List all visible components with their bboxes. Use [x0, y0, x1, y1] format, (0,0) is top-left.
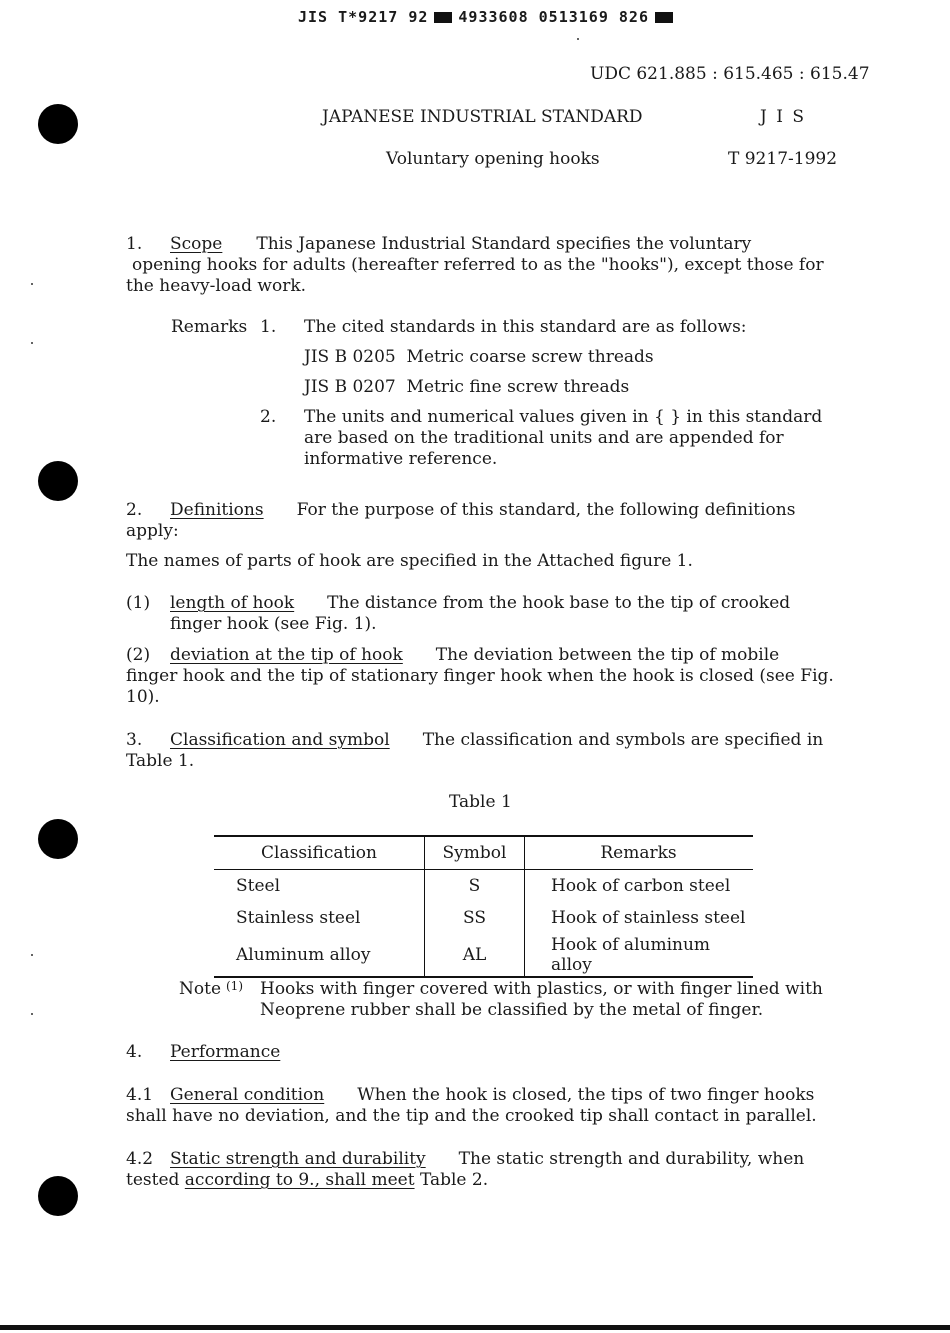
table-cell: SS	[425, 902, 525, 934]
definition-number: (1)	[126, 593, 151, 613]
subsection-number: 4.1	[126, 1085, 154, 1105]
table-cell: Stainless steel	[236, 908, 361, 928]
section-text: opening hooks for adults (hereafter referred to as the "hooks"), except those for	[132, 255, 824, 275]
cited-standard: JIS B 0205 Metric coarse screw threads	[304, 347, 654, 367]
section-number: 4.	[126, 1042, 143, 1062]
table-cell: Steel	[236, 876, 281, 896]
scan-header-code	[298, 8, 679, 26]
scan-speck	[31, 283, 33, 285]
table-header-cell: Remarks	[525, 836, 754, 870]
punch-hole-4	[38, 1176, 78, 1216]
section-3-classification	[126, 730, 842, 772]
section-4-performance	[126, 1042, 842, 1063]
standard-name: JAPANESE INDUSTRIAL STANDARD	[322, 107, 643, 127]
table-header-cell: Classification	[214, 836, 425, 870]
definition-text: finger hook and the tip of stationary finger hook when the hook is closed (see Fig.	[126, 666, 834, 686]
definition-term: deviation at the tip of hook	[170, 645, 403, 665]
punch-hole-1	[38, 104, 78, 144]
subsection-heading: Static strength and durability	[170, 1149, 426, 1169]
definition-text: The deviation between the tip of mobile	[435, 645, 780, 665]
section-text: For the purpose of this standard, the following definitions	[296, 500, 796, 520]
remarks-line: informative reference.	[304, 449, 498, 469]
section-2-definitions	[126, 500, 842, 542]
subsection-heading: General condition	[170, 1085, 325, 1105]
section-1-scope	[126, 234, 842, 297]
subsection-text: according to 9., shall meet	[184, 1170, 415, 1190]
section-text: This Japanese Industrial Standard specifies the voluntary	[256, 234, 752, 254]
section-text: apply:	[126, 521, 179, 541]
subsection-text: When the hook is closed, the tips of two finger hooks	[357, 1085, 815, 1105]
scan-speck	[577, 38, 579, 40]
table-row	[214, 934, 753, 977]
section-number: 1.	[126, 234, 143, 254]
subsection-text: Table 2.	[419, 1170, 489, 1190]
table-note-label: Note	[179, 979, 222, 999]
remarks-item-text	[304, 407, 822, 470]
remarks-item-number: 1.	[260, 317, 277, 337]
table-header-cell: Symbol	[425, 836, 525, 870]
section-heading: Classification and symbol	[170, 730, 390, 750]
table-cell: S	[425, 870, 525, 903]
scan-code-part-b: 4933608 0513169 826	[458, 8, 649, 26]
section-heading: Definitions	[170, 500, 264, 520]
section-4-1	[126, 1085, 842, 1127]
table-note-marker: (1)	[226, 979, 243, 993]
table-cell: Hook of aluminum alloy	[525, 934, 754, 977]
definition-1	[126, 593, 842, 635]
subsection-number: 4.2	[126, 1149, 154, 1169]
names-of-parts: The names of parts of hook are specified in the Attached figure 1.	[126, 551, 693, 571]
document-title: Voluntary opening hooks	[386, 149, 600, 169]
section-number: 3.	[126, 730, 143, 750]
definition-text: 10).	[126, 687, 160, 707]
remarks-item-text: The cited standards in this standard are as follows:	[304, 317, 747, 337]
scan-code-part-a: JIS T*9217 92	[298, 8, 429, 26]
definition-text: finger hook (see Fig. 1).	[170, 614, 377, 634]
table-caption: Table 1	[449, 792, 512, 812]
definition-number: (2)	[126, 645, 151, 665]
section-text: The classification and symbols are specified in	[422, 730, 824, 750]
jis-mark: J I S	[760, 107, 806, 127]
table-row	[214, 902, 753, 934]
section-heading: Scope	[170, 234, 223, 254]
scan-speck	[31, 342, 33, 344]
table-cell: AL	[425, 934, 525, 977]
note-line: Hooks with finger covered with plastics, or with finger lined with	[260, 979, 823, 999]
remarks-label: Remarks	[171, 317, 248, 337]
table-cell: Aluminum alloy	[214, 934, 425, 977]
table-row	[214, 870, 753, 903]
note-line: Neoprene rubber shall be classified by the metal of finger.	[260, 1000, 764, 1020]
section-text: the heavy-load work.	[126, 276, 307, 296]
section-heading: Performance	[170, 1042, 281, 1062]
remarks-line: The units and numerical values given in { } in this standard	[304, 407, 823, 427]
cited-standard: JIS B 0207 Metric fine screw threads	[304, 377, 630, 397]
section-number: 2.	[126, 500, 143, 520]
scan-bottom-edge	[0, 1325, 950, 1330]
definition-text: The distance from the hook base to the tip of crooked	[327, 593, 791, 613]
subsection-text: tested	[126, 1170, 180, 1190]
section-4-2	[126, 1149, 842, 1191]
section-text: Table 1.	[126, 751, 195, 771]
punch-hole-2	[38, 461, 78, 501]
punch-hole-3	[38, 819, 78, 859]
subsection-text: shall have no deviation, and the tip and the crooked tip shall contact in parallel.	[126, 1106, 817, 1126]
scan-speck	[31, 954, 33, 956]
table-note-text	[260, 979, 823, 1021]
remarks-line: are based on the traditional units and are appended for	[304, 428, 784, 448]
scan-block-mark	[434, 12, 452, 23]
scan-block-mark	[655, 12, 673, 23]
definition-term: length of hook	[170, 593, 295, 613]
table-cell: Hook of stainless steel	[551, 908, 746, 928]
classification-table	[214, 835, 753, 978]
table-cell: Hook of carbon steel	[551, 876, 731, 896]
table-header-row	[214, 836, 753, 870]
subsection-text: The static strength and durability, when	[458, 1149, 805, 1169]
standard-number: T 9217-1992	[728, 149, 838, 169]
definition-2	[126, 645, 842, 708]
scan-speck	[31, 1013, 33, 1015]
remarks-item-number: 2.	[260, 407, 277, 427]
udc-number: UDC 621.885 : 615.465 : 615.47	[590, 64, 870, 84]
